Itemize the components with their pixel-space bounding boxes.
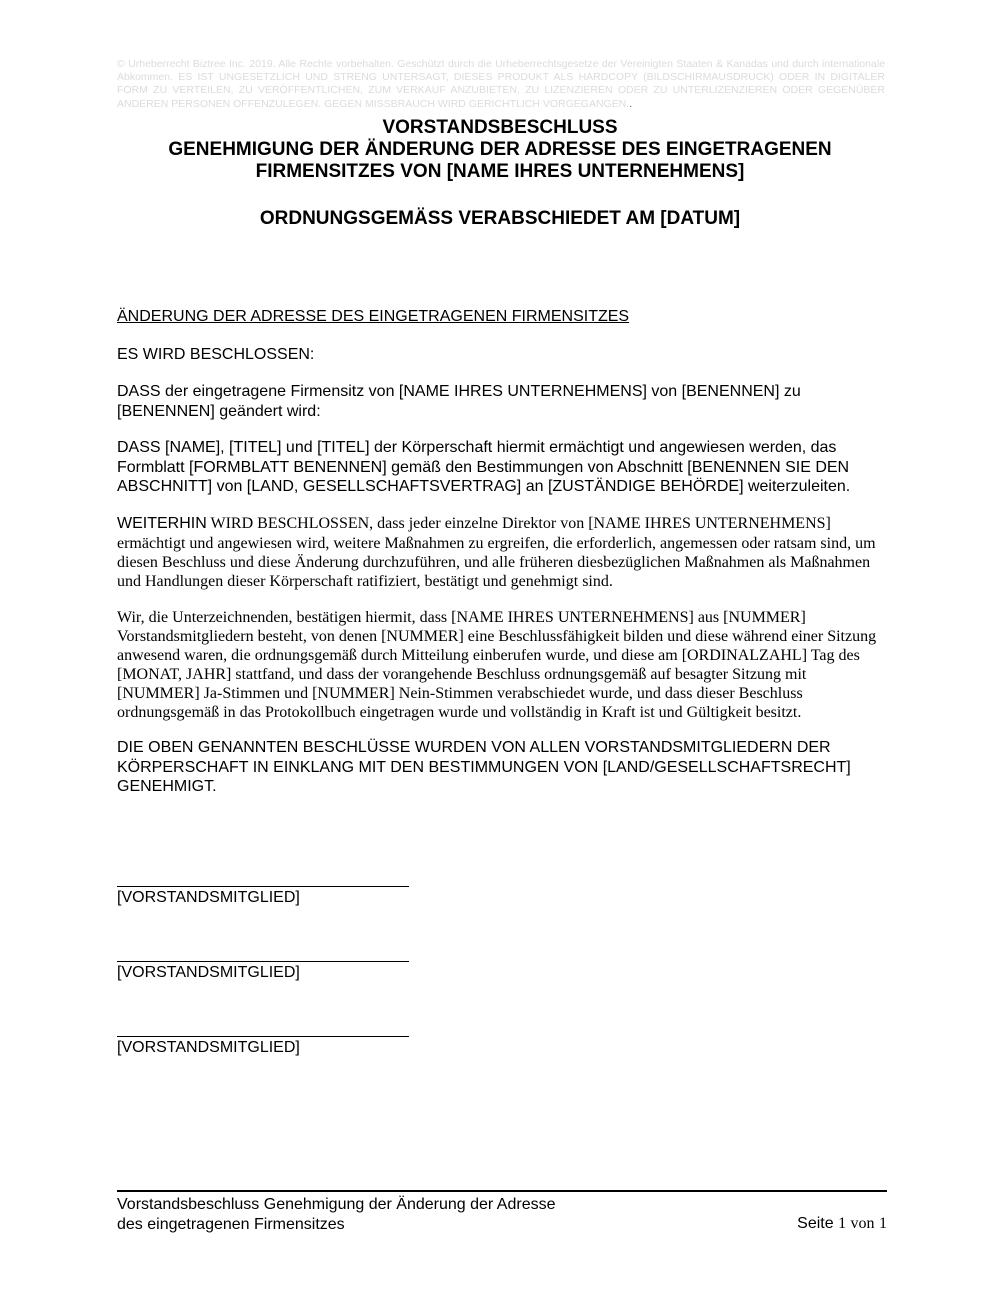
footer-rule bbox=[117, 1190, 887, 1192]
signature-label-3: [VORSTANDSMITGLIED] bbox=[117, 1039, 300, 1056]
title-line-2: GENEHMIGUNG DER ÄNDERUNG DER ADRESSE DES EINGETRAGENEN bbox=[168, 139, 832, 160]
resolution-paragraph-2: DASS [NAME], [TITEL] und [TITEL] der Körperschaft hiermit ermächtigt und angewiesen werden, das Formblatt [FORMBLATT BENENNEN] gemäß den Bestimmungen von Abschnitt [BENENNEN SIE DEN ABSCHNITT] von [LAND, GESELLSCHAFTSVERTRAG] an [ZUSTÄNDIGE BEHÖRDE] weiterzuleiten. bbox=[117, 439, 851, 495]
signature-label-2: [VORSTANDSMITGLIED] bbox=[117, 964, 300, 981]
page-word: Seite bbox=[797, 1215, 834, 1232]
paragraph-3-body: WIRD BESCHLOSSEN, dass jeder einzelne Direktor von [NAME IHRES UNTERNEHMENS] ermächtigt und angewiesen wird, weitere Maßnahmen zu ergreifen, die erforderlich, angemessen oder ratsam sind, um diesen Beschluss und diese Änderung durchzuführen, und alle früheren diesbezüglichen Maßnahmen als Maßnahmen und Handlungen dieser Körperschaft ratifiziert, bestätigt und genehmigt sind. bbox=[117, 515, 876, 590]
copyright-text: © Urheberrecht Biztree Inc. 2019. Alle Rechte vorbehalten. Geschützt durch die Urheberrechtsgesetze der Vereinigten Staaten & Kanadas und durch internationale Abkommen. ES IST UNGESETZLICH UND STRENG UNTERSAGT, DIESES PRODUKT ALS HARDCOPY (BILDSCHIRMAUSDRUCK) ODER IN DIGITALER FORM ZU VERTEILEN, ZU VERÖFFENTLICHEN, ZUM VERKAUF ANZUBIETEN, ZU LIZENZIEREN ODER ZU UNTERLIZENZIEREN ODER GEGENÜBER ANDEREN PERSONEN OFFENZULEGEN. GEGEN MISSBRAUCH WIRD GERICHTLICH VORGEGANGEN. bbox=[117, 58, 885, 110]
page-of: von bbox=[850, 1215, 875, 1232]
resolution-paragraph-1: DASS der eingetragene Firmensitz von [NAME IHRES UNTERNEHMENS] von [BENENNEN] zu [BENENNEN] geändert wird: bbox=[117, 383, 801, 420]
passed-date-heading: ORDNUNGSGEMÄSS VERABSCHIEDET AM [DATUM] bbox=[259, 208, 741, 229]
page-current: 1 bbox=[838, 1215, 847, 1232]
certification-paragraph: Wir, die Unterzeichnenden, bestätigen hiermit, dass [NAME IHRES UNTERNEHMENS] aus [NUMMER] Vorstandsmitgliedern besteht, von denen [NUMMER] eine Beschlussfähigkeit bilden und diese während einer Sitzung anwesend waren, die ordnungsgemäß durch Mitteilung einberufen wurde, und diese am [ORDINALZAHL] Tag des [MONAT, JAHR] stattfand, und dass der vorangehende Beschluss ordnungsgemäß auf besagter Sitzung mit [NUMMER] Ja-Stimmen und [NUMMER] Nein-Stimmen verabschiedet wurde, und dass dieser Beschluss ordnungsgemäß in das Protokollbuch eingetragen wurde und vollständig in Kraft ist und Gültigkeit besitzt. bbox=[117, 609, 877, 721]
signature-line-3 bbox=[117, 1036, 409, 1037]
footer-title-line-1: Vorstandsbeschluss Genehmigung der Änderung der Adresse bbox=[117, 1196, 556, 1213]
page-total: 1 bbox=[879, 1215, 887, 1232]
approval-paragraph: DIE OBEN GENANNTEN BESCHLÜSSE WURDEN VON ALLEN VORSTANDSMITGLIEDERN DER KÖRPERSCHAFT IN EINKLANG MIT DEN BESTIMMUNGEN VON [LAND/GESELLSCHAFTSRECHT] GENEHMIGT. bbox=[117, 739, 851, 795]
footer-document-title bbox=[117, 1195, 556, 1234]
signature-label-1: [VORSTANDSMITGLIED] bbox=[117, 889, 300, 906]
resolution-paragraph-3 bbox=[117, 514, 879, 591]
document-title bbox=[100, 117, 900, 183]
footer-title-line-2: des eingetragenen Firmensitzes bbox=[117, 1215, 345, 1233]
title-line-1: VORSTANDSBESCHLUSS bbox=[382, 117, 618, 138]
signature-line-2 bbox=[117, 961, 409, 962]
copyright-dot: . bbox=[629, 97, 633, 110]
paragraph-3-lead: WEITERHIN bbox=[117, 515, 207, 532]
copyright-notice bbox=[117, 58, 885, 111]
footer-page-number bbox=[797, 1214, 887, 1234]
signature-line-1 bbox=[117, 886, 409, 887]
section-heading: ÄNDERUNG DER ADRESSE DES EINGETRAGENEN FIRMENSITZES bbox=[117, 308, 630, 325]
title-line-3: FIRMENSITZES VON [NAME IHRES UNTERNEHMENS] bbox=[255, 161, 745, 182]
resolved-statement: ES WIRD BESCHLOSSEN: bbox=[117, 346, 315, 363]
